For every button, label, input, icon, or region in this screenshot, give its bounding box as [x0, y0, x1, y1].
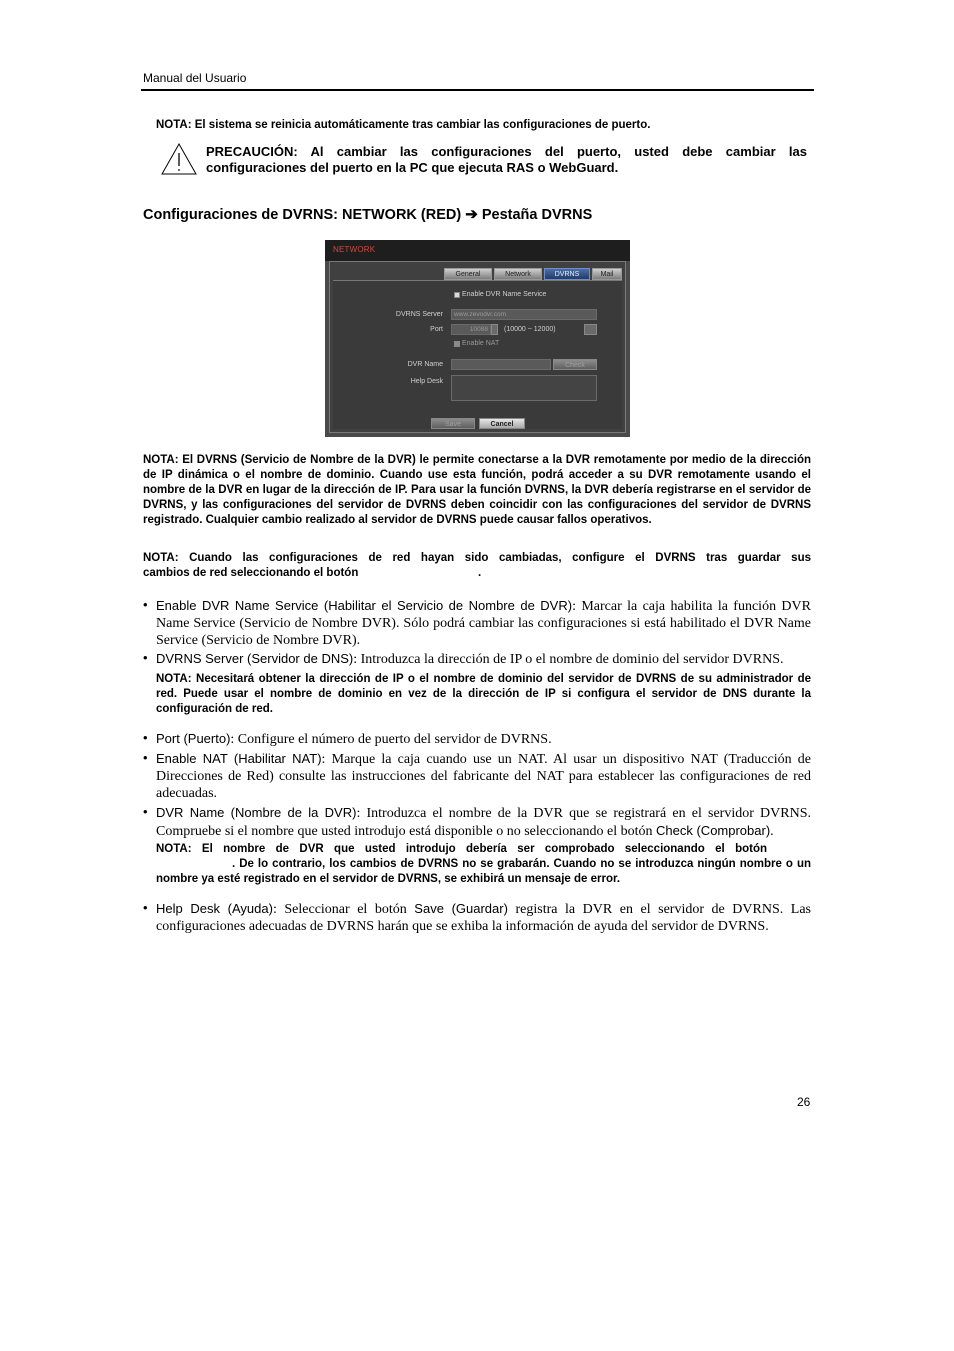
help-desk-label: Help Desk [410, 378, 443, 385]
cancel-button[interactable]: Cancel [479, 418, 525, 429]
note-network-line1: NOTA: Cuando las configuraciones de red hayan sido cambiadas, configure el DVRNS tras guardar sus [143, 552, 811, 564]
dvrns-server-field[interactable]: www.zevodvr.com [451, 309, 597, 320]
bullet-icon: • [143, 650, 148, 665]
item-text: registra la DVR en el servidor de DVRNS. Las configuraciones adecuadas de DVRNS harán que se exhiba la información de ayuda del servidor de DVRNS. [156, 902, 812, 934]
enable-dvrns-label: Enable DVR Name Service [462, 291, 547, 298]
section-title-part2: Pestaña DVRNS [481, 207, 593, 223]
item-term: DVRNS Server (Servidor de DNS) [156, 651, 354, 666]
tab-network[interactable]: Network [494, 268, 542, 280]
item-text: : Introduzca el nombre de la DVR que se registrará en el servidor DVRNS. Compruebe si el nombre que usted introdujo está disponible o no seleccionando el botón [156, 806, 812, 839]
item-term: Save (Guardar) [414, 901, 508, 916]
note-name-rest: . De lo contrario, los cambios de DVRNS no se grabarán. Cuando no se introduzca ningún nombre o un nombre ya esté registrado en el servidor de DVRNS, se exhibirá un mensaje de error. [156, 858, 811, 885]
item-text: : Introduzca la dirección de IP o el nombre de dominio del servidor DVRNS. [353, 652, 784, 667]
item-term: Enable DVR Name Service (Habilitar el Servicio de Nombre de DVR) [156, 598, 573, 613]
enable-nat-label: Enable NAT [462, 340, 500, 347]
bullet-icon: • [143, 597, 148, 612]
port-field[interactable]: 10088 [451, 324, 491, 335]
caution-text: PRECAUCIÓN: Al cambiar las configuraciones del puerto, usted debe cambiar las configuraciones del puerto en la PC que ejecuta RAS o WebGuard. [206, 144, 807, 175]
item-term: DVR Name (Nombre de la DVR) [156, 805, 357, 820]
item-term: Port (Puerto) [156, 731, 231, 746]
item-text: : Seleccionar el botón [272, 902, 415, 917]
check-button[interactable]: Check [553, 359, 597, 370]
item-term: Help Desk (Ayuda) [156, 901, 273, 916]
note-network-end: . [478, 567, 482, 579]
item-term: Check (Comprobar) [656, 823, 771, 838]
port-label: Port [430, 326, 443, 333]
note-port-restart: NOTA: El sistema se reinicia automáticamente tras cambiar las configuraciones de puerto. [156, 119, 651, 131]
item-term: Enable NAT (Habilitar NAT) [156, 751, 322, 766]
arrow-icon: ➔ [465, 206, 478, 223]
note-name-line1: NOTA: El nombre de DVR que usted introdujo debería ser comprobado seleccionando el botón [156, 843, 767, 855]
page-header: Manual del Usuario [143, 71, 247, 85]
port-range-label: (10000 ~ 12000) [504, 326, 556, 333]
dvr-window-title: NETWORK [333, 245, 376, 254]
note-network-line2: cambios de red seleccionando el botón [143, 567, 359, 579]
tab-general[interactable]: General [444, 268, 492, 280]
tab-mail[interactable]: Mail [592, 268, 622, 280]
item-text: . [770, 824, 774, 839]
section-title-part1: Configuraciones de DVRNS: NETWORK (RED) [143, 207, 462, 223]
page-number: 26 [797, 1095, 811, 1109]
dvr-name-label: DVR Name [407, 361, 443, 368]
bullet-list-3 [143, 0, 811, 1351]
bullet-icon: • [143, 750, 148, 765]
item-text: : Configure el número de puerto del servidor de DVRNS. [230, 732, 552, 747]
tab-dvrns[interactable]: DVRNS [544, 268, 590, 280]
bullet-icon: • [143, 730, 148, 745]
note-dvrns: NOTA: El DVRNS (Servicio de Nombre de la DVR) le permite conectarse a la DVR remotamente por medio de la dirección de IP dinámica o el nombre de dominio. Cuando use esta función, podrá acceder a su DVR remotamente usando el nombre de la DVR en lugar de la dirección de IP. Para usar la función DVRNS, la DVR debería registrarse en el servidor de DVRNS, y las configuraciones del servidor de DVRNS deben coincidir con las configuraciones del servidor de DVRNS registrado. Cualquier cambio realizado al servidor de DVRNS puede causar fallos operativos. [143, 454, 811, 526]
save-button[interactable]: Save [431, 418, 475, 429]
item-text: : Marcar la caja habilita la función DVR Name Service (Servicio de Nombre DVR). Sólo podrá cambiar las configuraciones si está habilitado el DVR Name Service (Servicio de Nombre DVR). [156, 599, 811, 648]
bullet-icon: • [143, 804, 148, 819]
dvrns-server-label: DVRNS Server [395, 311, 443, 318]
note-ip: NOTA: Necesitará obtener la dirección de IP o el nombre de dominio del servidor de DVRNS de su administrador de red. Puede usar el nombre de dominio en vez de la dirección de IP si configura el servidor de DNS durante la configuración de red. [156, 673, 811, 715]
bullet-icon: • [143, 900, 148, 915]
item-text: : Marque la caja cuando use un NAT. Al usar un dispositivo NAT (Traducción de Direcciones de Red) consulte las instrucciones del fabricante del NAT para establecer las configuraciones de red adecuadas. [156, 752, 812, 801]
